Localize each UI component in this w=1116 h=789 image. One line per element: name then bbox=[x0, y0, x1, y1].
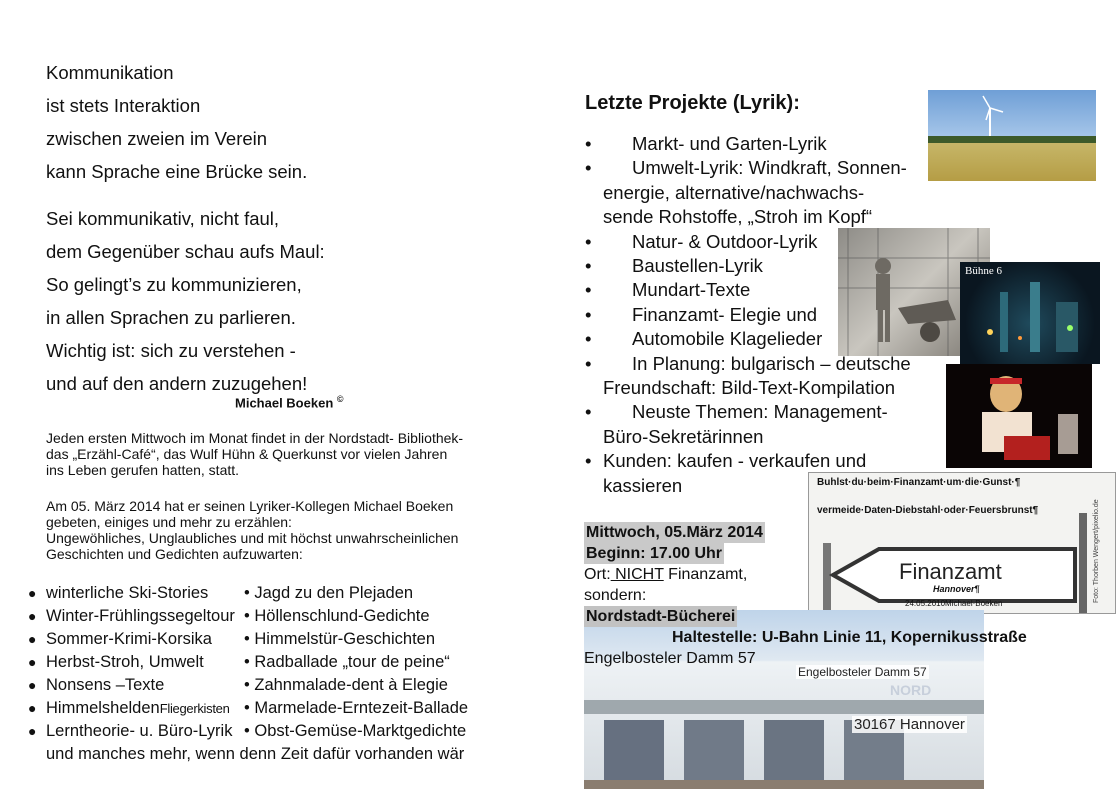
library-address-label: Engelbosteler Damm 57 bbox=[798, 665, 927, 679]
projects-title: Letzte Projekte (Lyrik): bbox=[585, 92, 800, 114]
info-line: das „Erzähl-Café“, das Wulf Hühn & Querkunst vor vielen Jahren bbox=[46, 446, 448, 462]
bullet-icon: ● bbox=[28, 700, 37, 716]
list-item: • Kunden: kaufen - verkaufen und kassieren bbox=[585, 450, 867, 496]
library-nord-sign: NORD bbox=[890, 682, 932, 698]
list-item: ● Nonsens –Texte • Zahnmalade-dent à Elegie bbox=[28, 674, 548, 697]
event-sondern: sondern: bbox=[584, 587, 647, 604]
list-item: ● Winter-Frühlingssegeltour • Höllenschlund-Gedichte bbox=[28, 605, 548, 628]
poem-line: Wichtig ist: sich zu verstehen - bbox=[46, 340, 296, 361]
list-item: • Markt- und Garten-Lyrik bbox=[585, 133, 827, 154]
poem-line: ist stets Interaktion bbox=[46, 95, 201, 116]
list-item: ● Sommer-Krimi-Korsika • Himmelstür-Geschichten bbox=[28, 628, 548, 651]
copyright-mark: © bbox=[336, 394, 344, 404]
bullet-icon: ● bbox=[28, 585, 37, 601]
bullet-icon: ● bbox=[28, 723, 37, 739]
bullet-icon: ● bbox=[28, 677, 37, 693]
poem-author bbox=[235, 394, 344, 410]
poem-line: in allen Sprachen zu parlieren. bbox=[46, 307, 296, 328]
list-item: und manches mehr, wenn denn Zeit dafür vorhanden wär bbox=[46, 745, 465, 763]
info-line: ins Leben gerufen hatten, statt. bbox=[46, 462, 240, 478]
info-paragraph-2 bbox=[46, 498, 536, 562]
topic-list bbox=[28, 582, 548, 766]
event-date: Mittwoch, 05.März 2014 bbox=[586, 524, 763, 541]
poem bbox=[46, 56, 486, 400]
sign-verse-2: vermeide·Daten-Diebstahl·oder·Feuersbrunst¶ bbox=[817, 505, 1039, 516]
list-item: • Baustellen-Lyrik bbox=[585, 255, 763, 277]
list-item: ● HimmelsheldenFliegerkisten • Marmelade-Erntezeit-Ballade bbox=[28, 697, 548, 720]
event-stop: Haltestelle: U-Bahn Linie 11, Kopernikusstraße bbox=[672, 629, 1027, 646]
stanza-gap bbox=[46, 188, 486, 202]
event-location: Ort: NICHT Finanzamt, bbox=[584, 566, 748, 583]
poem-line: Kommunikation bbox=[46, 62, 174, 83]
photo-credit: Foto: Thorben Wengert/pixelio.de bbox=[1093, 499, 1100, 603]
author-name: Michael Boeken bbox=[235, 395, 334, 411]
bullet-icon: ● bbox=[28, 608, 37, 624]
event-start: Beginn: 17.00 Uhr bbox=[586, 545, 723, 562]
bullet-icon: ● bbox=[28, 654, 37, 670]
stage-label: Bühne 6 bbox=[965, 265, 1002, 277]
sign-city: Hannover¶ bbox=[933, 584, 980, 594]
projects-list bbox=[585, 132, 985, 498]
info-line: Jeden ersten Mittwoch im Monat findet in der Nordstadt- Bibliothek- bbox=[46, 430, 464, 446]
info-line: Am 05. März 2014 hat er seinen Lyriker-Kollegen Michael Boeken bbox=[46, 498, 454, 514]
list-item: • Neuste Themen: Management- Büro-Sekretärinnen bbox=[585, 401, 888, 447]
list-item: ● Herbst-Stroh, Umwelt • Radballade „tour de peine“ bbox=[28, 651, 548, 674]
list-item: • Finanzamt- Elegie und bbox=[585, 303, 818, 325]
list-item: • Automobile Klagelieder bbox=[585, 328, 823, 350]
info-line: Ungewöhliches, Unglaubliches und mit höchst unwahrscheinlichen bbox=[46, 530, 459, 546]
poem-line: Sei kommunikativ, nicht faul, bbox=[46, 208, 280, 229]
library-zip-label: 30167 Hannover bbox=[854, 716, 965, 733]
list-item: ● winterliche Ski-Stories • Jagd zu den Plejaden bbox=[28, 582, 548, 605]
list-item: • In Planung: bulgarisch – deutsche Freundschaft: Bild-Text-Kompilation bbox=[585, 352, 911, 399]
info-line: gebeten, einiges und mehr zu erzählen: bbox=[46, 514, 292, 530]
sign-verse-1: Buhlst·du·beim·Finanzamt·um·die·Gunst·¶ bbox=[817, 477, 1021, 488]
sign-text: Finanzamt bbox=[899, 559, 1002, 584]
list-item: • Umwelt-Lyrik: Windkraft, Sonnen- energie, alternative/nachwachs- sende Rohstoffe, „Stroh im Kopf“ bbox=[585, 157, 907, 228]
poem-line: kann Sprache eine Brücke sein. bbox=[46, 161, 308, 182]
poem-line: dem Gegenüber schau aufs Maul: bbox=[46, 241, 325, 262]
event-venue: Nordstadt-Bücherei bbox=[586, 608, 736, 625]
list-item: • Mundart-Texte bbox=[585, 279, 751, 301]
poem-line: und auf den andern zuzugehen! bbox=[46, 373, 308, 394]
poem-line: zwischen zweien im Verein bbox=[46, 128, 268, 149]
sign-date: 24.05.2010Michael·Boeken bbox=[905, 599, 1003, 608]
list-item: • Natur- & Outdoor-Lyrik bbox=[585, 230, 818, 252]
event-address: Engelbosteler Damm 57 bbox=[584, 650, 756, 667]
event-info bbox=[584, 522, 1104, 669]
poem-line: So gelingt’s zu kommunizieren, bbox=[46, 274, 302, 295]
info-paragraph-1 bbox=[46, 430, 536, 478]
list-item: ● Lerntheorie- u. Büro-Lyrik • Obst-Gemüse-Marktgedichte bbox=[28, 720, 548, 743]
bullet-icon: ● bbox=[28, 631, 37, 647]
info-line: Geschichten und Gedichten aufzuwarten: bbox=[46, 546, 303, 562]
